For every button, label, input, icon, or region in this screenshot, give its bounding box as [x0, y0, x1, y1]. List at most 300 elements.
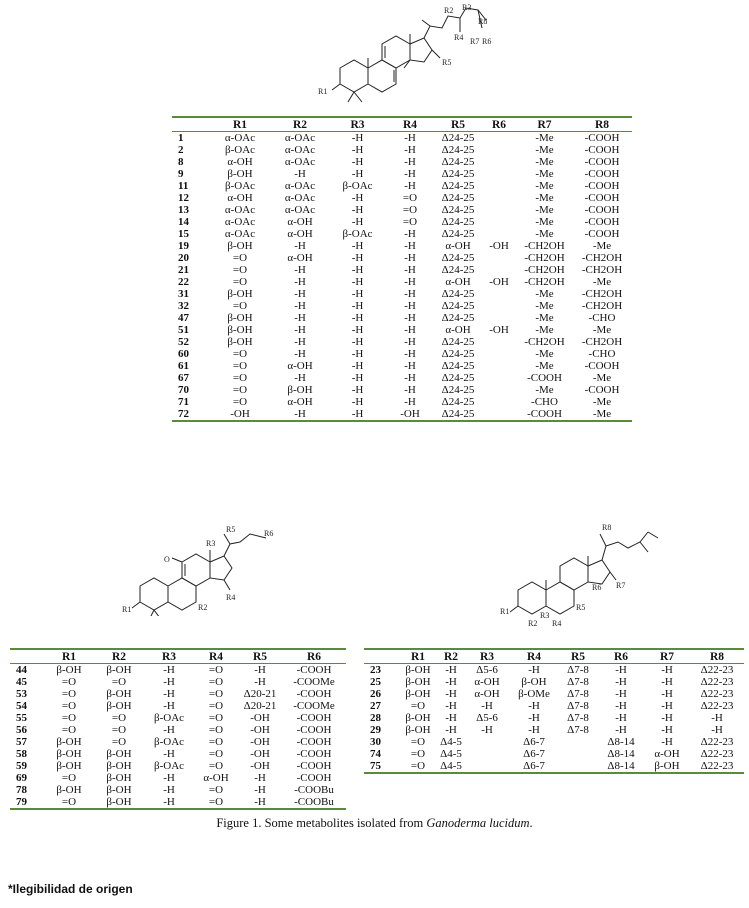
- compound-number: 31: [178, 288, 189, 300]
- substituent-cell: -H: [351, 192, 364, 204]
- compound-number: 61: [178, 360, 189, 372]
- substituent-cell: α-OH: [227, 192, 253, 204]
- substituent-cell: β-OH: [227, 168, 253, 180]
- substituent-cell: -COOH: [584, 216, 620, 228]
- substituent-cell: Δ24-25: [441, 132, 475, 144]
- substituent-cell: -H: [163, 700, 175, 712]
- table-row: [364, 676, 744, 688]
- substituent-cell: -COOBu: [294, 796, 334, 808]
- substituent-cell: β-OAc: [342, 228, 373, 240]
- substituent-cell: β-OH: [405, 676, 431, 688]
- substituent-cell: -H: [351, 396, 364, 408]
- table-row: [364, 760, 744, 773]
- table-row: [10, 712, 346, 724]
- substituent-cell: Δ24-25: [441, 156, 475, 168]
- structure-ergostane: [500, 518, 670, 628]
- substituent-cell: Δ4-5: [440, 736, 462, 748]
- compound-number: 55: [16, 712, 27, 724]
- substituent-cell: β-OH: [521, 676, 547, 688]
- substituent-cell: Δ4-5: [440, 748, 462, 760]
- table-header-cell: R6: [613, 650, 629, 663]
- substituent-cell: -H: [528, 700, 540, 712]
- substituent-cell: -Me: [592, 240, 612, 252]
- table-header-cell: R1: [61, 650, 77, 663]
- compound-number: 79: [16, 796, 27, 808]
- substituent-cell: Δ22-23: [700, 760, 734, 772]
- struct1-label-r5: R5: [442, 58, 452, 67]
- substituent-cell: -CHO: [588, 312, 616, 324]
- table-row: [172, 240, 632, 252]
- substituent-cell: =O: [208, 712, 224, 724]
- substituent-cell: -COOH: [584, 204, 620, 216]
- table-row: [172, 408, 632, 421]
- substituent-cell: α-OAc: [284, 204, 316, 216]
- substituent-cell: -COOH: [296, 748, 332, 760]
- substituent-cell: β-OH: [227, 336, 253, 348]
- substituent-cell: -H: [294, 324, 306, 336]
- substituent-cell: -COOH: [584, 156, 620, 168]
- substituent-cell: =O: [111, 712, 127, 724]
- substituent-cell: [481, 168, 517, 180]
- substituent-cell: -H: [351, 252, 364, 264]
- substituent-cell: β-OH: [654, 760, 680, 772]
- table-row: [172, 372, 632, 384]
- substituent-cell: -H: [528, 724, 540, 736]
- substituent-cell: -Me: [592, 276, 612, 288]
- substituent-cell: [558, 760, 598, 773]
- substituent-cell: [481, 360, 517, 372]
- substituent-cell: -H: [615, 664, 627, 676]
- table-row: [364, 736, 744, 748]
- substituent-cell: β-OH: [56, 736, 82, 748]
- table-header-cell: R5: [570, 650, 586, 663]
- table-row: [10, 748, 346, 760]
- table-header-cell: R3: [350, 118, 365, 131]
- substituent-cell: -H: [404, 228, 416, 240]
- substituent-cell: -COOH: [296, 724, 332, 736]
- substituent-cell: [481, 300, 517, 312]
- table-row: [364, 748, 744, 760]
- substituent-cell: [481, 264, 517, 276]
- compound-number: 32: [178, 300, 189, 312]
- substituent-cell: -H: [351, 216, 364, 228]
- substituent-cell: α-OAc: [284, 156, 316, 168]
- struct3-label-r1: R1: [500, 607, 510, 616]
- compound-number: 45: [16, 676, 27, 688]
- substituent-cell: -H: [294, 168, 306, 180]
- substituent-cell: Δ24-25: [441, 408, 475, 420]
- table-row: [364, 712, 744, 724]
- struct1-label-r2: R2: [444, 6, 454, 15]
- compound-number: 20: [178, 252, 189, 264]
- substituent-cell: -H: [294, 300, 306, 312]
- compound-number: 56: [16, 724, 27, 736]
- table-ergostane-derivatives: [364, 648, 744, 774]
- substituent-cell: β-OH: [405, 688, 431, 700]
- substituent-cell: β-OH: [227, 324, 253, 336]
- substituent-cell: β-OH: [227, 240, 253, 252]
- substituent-cell: -H: [163, 796, 175, 808]
- table-header-cell: [172, 117, 210, 132]
- substituent-cell: Δ24-25: [441, 372, 475, 384]
- substituent-cell: =O: [111, 736, 127, 748]
- substituent-cell: Δ7-8: [567, 664, 589, 676]
- substituent-cell: -H: [404, 324, 416, 336]
- substituent-cell: -H: [163, 724, 175, 736]
- substituent-cell: β-OH: [106, 772, 132, 784]
- substituent-cell: α-OAc: [224, 204, 256, 216]
- struct3-label-r4: R4: [552, 619, 562, 628]
- substituent-cell: Δ24-25: [441, 348, 475, 360]
- table-header-cell: R3: [479, 650, 495, 663]
- compound-number: 51: [178, 324, 189, 336]
- substituent-cell: [558, 736, 598, 748]
- table-row: [172, 228, 632, 240]
- substituent-cell: α-OH: [445, 276, 471, 288]
- table-row: [172, 312, 632, 324]
- substituent-cell: [481, 228, 517, 240]
- table-header-cell: R8: [594, 118, 610, 131]
- substituent-cell: -H: [661, 688, 673, 700]
- compound-number: 57: [16, 736, 27, 748]
- substituent-cell: =O: [208, 748, 224, 760]
- substituent-cell: -H: [351, 288, 364, 300]
- figure-caption: [0, 816, 749, 831]
- substituent-cell: -H: [404, 168, 416, 180]
- compound-number: 60: [178, 348, 189, 360]
- substituent-cell: α-OH: [287, 216, 313, 228]
- substituent-cell: -COOH: [296, 688, 332, 700]
- substituent-cell: Δ22-23: [700, 664, 734, 676]
- substituent-cell: =O: [208, 700, 224, 712]
- substituent-cell: [481, 408, 517, 421]
- substituent-cell: [481, 180, 517, 192]
- substituent-cell: α-OH: [445, 324, 471, 336]
- table-row: [172, 300, 632, 312]
- table-header-cell: R3: [161, 650, 177, 663]
- caption-prefix: Figure 1. Some metabolites isolated from: [216, 816, 427, 830]
- substituent-cell: -H: [294, 372, 306, 384]
- substituent-cell: β-OH: [227, 288, 253, 300]
- substituent-cell: -COOH: [584, 132, 620, 144]
- substituent-cell: [464, 760, 510, 773]
- table-row: [172, 360, 632, 372]
- substituent-cell: -COOH: [527, 372, 562, 384]
- substituent-cell: Δ4-5: [440, 760, 462, 772]
- substituent-cell: -H: [404, 372, 416, 384]
- compound-number: 9: [178, 168, 184, 180]
- substituent-cell: -H: [294, 264, 306, 276]
- compound-number: 28: [370, 712, 381, 724]
- compound-number: 78: [16, 784, 27, 796]
- substituent-cell: -H: [294, 312, 306, 324]
- caption-species: Ganoderma lucidum: [426, 816, 530, 830]
- substituent-cell: α-OH: [203, 772, 229, 784]
- substituent-cell: -H: [404, 336, 416, 348]
- substituent-cell: -Me: [535, 144, 554, 156]
- substituent-cell: -COOBu: [294, 784, 334, 796]
- table-header-cell: [364, 649, 398, 664]
- substituent-cell: [481, 372, 517, 384]
- substituent-cell: -H: [404, 156, 416, 168]
- substituent-cell: -H: [254, 664, 266, 676]
- struct2-label-r6: R6: [264, 529, 274, 538]
- substituent-cell: Δ22-23: [700, 700, 734, 712]
- substituent-cell: -H: [661, 724, 673, 736]
- substituent-cell: -OH: [250, 712, 270, 724]
- substituent-cell: -CH2OH: [524, 252, 565, 264]
- compound-number: 71: [178, 396, 189, 408]
- substituent-cell: =O: [208, 760, 224, 772]
- footnote: *Ilegibilidad de origen: [8, 882, 133, 896]
- table-row: [10, 664, 346, 677]
- substituent-cell: α-OAc: [284, 192, 316, 204]
- substituent-cell: -Me: [535, 180, 554, 192]
- substituent-cell: Δ24-25: [441, 264, 475, 276]
- substituent-cell: [464, 748, 510, 760]
- substituent-cell: Δ24-25: [441, 192, 475, 204]
- substituent-cell: Δ24-25: [441, 336, 475, 348]
- substituent-cell: -H: [351, 312, 364, 324]
- substituent-cell: -H: [351, 324, 364, 336]
- substituent-cell: -COOH: [296, 772, 332, 784]
- compound-number: 59: [16, 760, 27, 772]
- table-row: [172, 168, 632, 180]
- substituent-cell: Δ5-6: [476, 664, 498, 676]
- substituent-cell: -H: [445, 724, 457, 736]
- struct1-label-r7: R7: [470, 37, 480, 46]
- substituent-cell: Δ24-25: [441, 300, 475, 312]
- substituent-cell: =O: [402, 216, 418, 228]
- substituent-cell: α-OH: [227, 156, 253, 168]
- compound-number: 21: [178, 264, 189, 276]
- substituent-cell: =O: [232, 276, 248, 288]
- table-row: [10, 760, 346, 772]
- table-header-cell: R1: [232, 118, 248, 131]
- substituent-cell: -H: [351, 372, 364, 384]
- substituent-cell: α-OH: [654, 748, 680, 760]
- compound-number: 22: [178, 276, 189, 288]
- substituent-cell: =O: [232, 348, 248, 360]
- struct3-label-r6: R6: [592, 583, 602, 592]
- substituent-cell: β-OH: [106, 748, 132, 760]
- table-row: [172, 252, 632, 264]
- substituent-cell: [481, 144, 517, 156]
- substituent-cell: -Me: [535, 324, 554, 336]
- substituent-cell: β-OAc: [224, 144, 256, 156]
- substituent-cell: -H: [163, 664, 175, 676]
- substituent-cell: -Me: [535, 204, 554, 216]
- substituent-cell: =O: [232, 264, 248, 276]
- struct2-label-r3: R3: [206, 539, 216, 548]
- substituent-cell: -OH: [230, 408, 250, 420]
- substituent-cell: -Me: [535, 216, 554, 228]
- substituent-cell: -Me: [535, 168, 554, 180]
- compound-number: 13: [178, 204, 189, 216]
- substituent-cell: -H: [351, 156, 364, 168]
- table-row: [10, 688, 346, 700]
- compound-number: 69: [16, 772, 27, 784]
- substituent-cell: -H: [615, 688, 627, 700]
- struct2-label-r4: R4: [226, 593, 236, 602]
- substituent-cell: α-OAc: [224, 228, 256, 240]
- substituent-cell: -H: [351, 384, 364, 396]
- substituent-cell: -Me: [535, 384, 554, 396]
- substituent-cell: =O: [232, 300, 248, 312]
- substituent-cell: Δ24-25: [441, 288, 475, 300]
- substituent-cell: -H: [351, 204, 364, 216]
- struct1-label-r1: R1: [318, 87, 328, 96]
- compound-number: 75: [370, 760, 381, 772]
- substituent-cell: -COOH: [584, 360, 620, 372]
- substituent-cell: Δ24-25: [441, 228, 475, 240]
- compound-number: 52: [178, 336, 189, 348]
- substituent-cell: -H: [163, 772, 175, 784]
- substituent-cell: Δ24-25: [441, 204, 475, 216]
- substituent-cell: Δ20-21: [243, 700, 277, 712]
- table-header-cell: R1: [410, 650, 426, 663]
- substituent-cell: -COOH: [584, 144, 620, 156]
- table-ganoderic-derivatives: [10, 648, 346, 810]
- substituent-cell: [481, 204, 517, 216]
- substituent-cell: -COOH: [584, 228, 620, 240]
- struct3-label-r7: R7: [616, 581, 626, 590]
- substituent-cell: -OH: [489, 276, 509, 288]
- substituent-cell: Δ24-25: [441, 144, 475, 156]
- substituent-cell: -COOH: [296, 664, 332, 676]
- table-row: [364, 688, 744, 700]
- substituent-cell: β-OH: [405, 712, 431, 724]
- substituent-cell: -H: [661, 736, 673, 748]
- substituent-cell: -Me: [535, 360, 554, 372]
- substituent-cell: α-OAc: [284, 144, 316, 156]
- substituent-cell: α-OH: [287, 360, 313, 372]
- substituent-cell: -CH2OH: [581, 288, 623, 300]
- substituent-cell: -Me: [592, 372, 612, 384]
- substituent-cell: -H: [615, 700, 627, 712]
- substituent-cell: -CHO: [588, 348, 616, 360]
- substituent-cell: -H: [404, 300, 416, 312]
- substituent-cell: α-OH: [474, 688, 500, 700]
- substituent-cell: Δ24-25: [441, 360, 475, 372]
- substituent-cell: -OH: [400, 408, 420, 420]
- substituent-cell: Δ22-23: [700, 748, 734, 760]
- substituent-cell: -H: [528, 712, 540, 724]
- substituent-cell: [481, 156, 517, 168]
- substituent-cell: -COOMe: [293, 700, 335, 712]
- struct1-label-r6: R6: [482, 37, 492, 46]
- table-row: [10, 700, 346, 712]
- table-header-cell: R7: [537, 118, 552, 131]
- substituent-cell: -H: [351, 264, 364, 276]
- substituent-cell: -H: [404, 288, 416, 300]
- struct1-label-r3: R3: [462, 3, 472, 12]
- compound-number: 70: [178, 384, 189, 396]
- substituent-cell: =O: [232, 372, 248, 384]
- substituent-cell: -H: [528, 664, 540, 676]
- substituent-cell: -H: [481, 724, 493, 736]
- compound-number: 67: [178, 372, 189, 384]
- substituent-cell: Δ24-25: [441, 252, 475, 264]
- substituent-cell: =O: [232, 396, 248, 408]
- compound-number: 19: [178, 240, 189, 252]
- substituent-cell: -Me: [535, 288, 554, 300]
- substituent-cell: -H: [163, 688, 175, 700]
- substituent-cell: -COOH: [584, 168, 620, 180]
- table-header-cell: R5: [252, 650, 268, 663]
- table-row: [10, 796, 346, 809]
- substituent-cell: [481, 216, 517, 228]
- substituent-cell: -H: [254, 784, 266, 796]
- substituent-cell: -CH2OH: [581, 336, 623, 348]
- table-row: [364, 664, 744, 677]
- substituent-cell: Δ7-8: [567, 700, 589, 712]
- substituent-cell: -H: [351, 240, 364, 252]
- table-row: [172, 276, 632, 288]
- substituent-cell: -H: [404, 180, 416, 192]
- substituent-cell: Δ22-23: [700, 736, 734, 748]
- substituent-cell: -COOH: [527, 408, 562, 420]
- substituent-cell: [481, 132, 517, 145]
- substituent-cell: -COOH: [296, 712, 332, 724]
- table-row: [10, 784, 346, 796]
- compound-number: 30: [370, 736, 381, 748]
- substituent-cell: β-OH: [56, 784, 82, 796]
- substituent-cell: -H: [294, 288, 306, 300]
- substituent-cell: -CH2OH: [524, 336, 565, 348]
- substituent-cell: =O: [208, 664, 224, 676]
- table-row: [172, 204, 632, 216]
- compound-number: 8: [178, 156, 184, 168]
- substituent-cell: β-OH: [405, 664, 431, 676]
- substituent-cell: -H: [254, 796, 266, 808]
- substituent-cell: β-OH: [56, 664, 82, 676]
- substituent-cell: -COOH: [584, 384, 620, 396]
- caption-suffix: .: [529, 816, 533, 830]
- table-header-cell: R8: [709, 650, 725, 663]
- table-row: [172, 180, 632, 192]
- compound-number: 23: [370, 664, 381, 676]
- substituent-cell: -Me: [535, 348, 554, 360]
- substituent-cell: -Me: [535, 300, 554, 312]
- table-row: [172, 336, 632, 348]
- substituent-cell: Δ6-7: [523, 748, 545, 760]
- table-row: [172, 264, 632, 276]
- substituent-cell: -H: [445, 700, 457, 712]
- substituent-cell: -H: [404, 264, 416, 276]
- substituent-cell: =O: [410, 700, 426, 712]
- substituent-cell: -CH2OH: [524, 240, 565, 252]
- table-header-cell: R2: [292, 118, 308, 131]
- substituent-cell: α-OAc: [284, 180, 316, 192]
- substituent-cell: -H: [351, 168, 364, 180]
- substituent-cell: β-OAc: [153, 760, 185, 772]
- substituent-cell: -H: [294, 276, 306, 288]
- substituent-cell: β-OAc: [153, 712, 185, 724]
- structure-ganoderic-acid: [120, 520, 280, 616]
- substituent-cell: α-OH: [287, 396, 313, 408]
- substituent-cell: Δ24-25: [441, 180, 475, 192]
- substituent-cell: =O: [61, 724, 77, 736]
- substituent-cell: =O: [111, 676, 127, 688]
- compound-number: 29: [370, 724, 381, 736]
- substituent-cell: -Me: [535, 228, 554, 240]
- table-row: [10, 736, 346, 748]
- substituent-cell: -COOH: [296, 736, 332, 748]
- substituent-cell: -H: [404, 348, 416, 360]
- table-header-cell: R2: [111, 650, 127, 663]
- substituent-cell: -H: [481, 700, 493, 712]
